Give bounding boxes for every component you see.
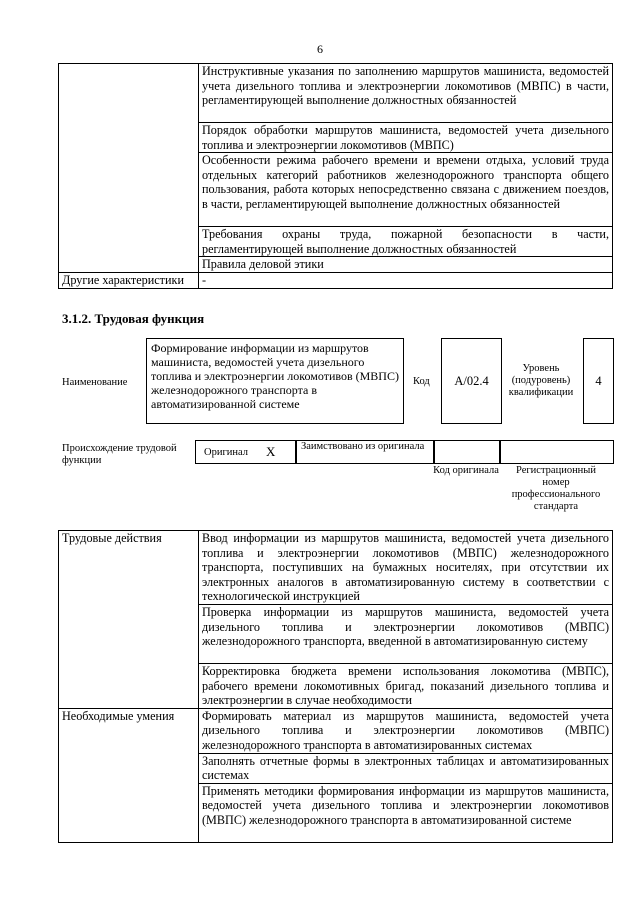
original-box bbox=[195, 440, 297, 464]
knowledge-item: Порядок обработки маршрутов машиниста, ведомостей учета дизельного топлива и электроэнергии локомотивов (МВПС) bbox=[199, 123, 613, 153]
labor-actions-label: Трудовые действия bbox=[59, 531, 199, 709]
level-label: Уровень (подуровень) квалификации bbox=[508, 363, 574, 398]
required-skills-label: Необходимые умения bbox=[59, 708, 199, 842]
code-original-caption: Код оригинала bbox=[433, 465, 499, 476]
page-number: 6 bbox=[317, 42, 323, 56]
origin-label: Происхождение трудовой функции bbox=[62, 443, 177, 466]
original-label: Оригинал bbox=[204, 447, 248, 458]
knowledge-item: Особенности режима рабочего времени и времени отдыха, условий труда отдельных категорий работников железнодорожного транспорта общего пользования, работа которых непосредственно связана с движением поездов, в части, регламентирующей выполнение должностных обязанностей bbox=[199, 153, 613, 227]
knowledge-item: Инструктивные указания по заполнению маршрутов машиниста, ведомостей учета дизельного топлива и электроэнергии локомотивов (МВПС) в части, регламентирующей выполнение должностных обязанностей bbox=[199, 64, 613, 123]
reg-number-caption: Регистрационный номер профессионального стандарта bbox=[511, 465, 601, 512]
function-details-table bbox=[58, 530, 613, 843]
code-label: Код bbox=[413, 376, 430, 387]
section-title: 3.1.2. Трудовая функция bbox=[62, 311, 205, 326]
skill-item: Формировать материал из маршрутов машиниста, ведомостей учета дизельного топлива и электроэнергии локомотивов (МВПС) железнодорожного транспорта в автоматизированных системах bbox=[199, 708, 613, 753]
skill-item: Заполнять отчетные формы в электронных таблицах и автоматизированных системах bbox=[199, 753, 613, 783]
reg-number-box bbox=[499, 440, 614, 464]
labor-action-item: Ввод информации из маршрутов машиниста, ведомостей учета дизельного топлива и электроэнергии локомотивов (МВПС) железнодорожного транспорта, поступивших на бумажных носителях, при отсутствии их электронных аналогов в автоматизированную систему в соответствии с технологической инструкцией bbox=[199, 531, 613, 605]
name-label: Наименование bbox=[62, 377, 128, 388]
top-knowledge-table bbox=[58, 63, 613, 289]
original-mark: X bbox=[266, 444, 276, 459]
knowledge-item: Требования охраны труда, пожарной безопасности в части, регламентирующей выполнение должностных обязанностей bbox=[199, 227, 613, 257]
name-value: Формирование информации из маршрутов машиниста, ведомостей учета дизельного топлива и электроэнергии локомотивов (МВПС) железнодорожного транспорта в автоматизированной системе bbox=[151, 341, 399, 411]
skill-item: Применять методики формирования информации из маршрутов машиниста, ведомостей учета дизельного топлива и электроэнергии локомотивов (МВПС) железнодорожного транспорта в автоматизированной системе bbox=[199, 783, 613, 842]
labor-action-item: Проверка информации из маршрутов машиниста, ведомостей учета дизельного топлива и электроэнергии локомотивов (МВПС) железнодорожного транспорта, введенной в автоматизированную систему bbox=[199, 605, 613, 664]
other-characteristics-value: - bbox=[199, 272, 613, 288]
knowledge-item: Правила деловой этики bbox=[199, 257, 613, 273]
code-box bbox=[441, 338, 502, 424]
level-box bbox=[583, 338, 614, 424]
code-value: А/02.4 bbox=[454, 374, 489, 388]
level-value: 4 bbox=[595, 374, 602, 388]
knowledge-label-cell bbox=[59, 64, 199, 273]
code-original-box bbox=[433, 440, 501, 464]
borrowed-label: Заимствовано из оригинала bbox=[301, 441, 425, 452]
labor-action-item: Корректировка бюджета времени использования локомотива (МВПС), рабочего времени локомотивных бригад, показаний дизельного топлива и электроэнергии в случае необходимости bbox=[199, 664, 613, 709]
other-characteristics-label: Другие характеристики bbox=[59, 272, 199, 288]
name-box bbox=[146, 338, 404, 424]
borrowed-box bbox=[295, 440, 435, 464]
